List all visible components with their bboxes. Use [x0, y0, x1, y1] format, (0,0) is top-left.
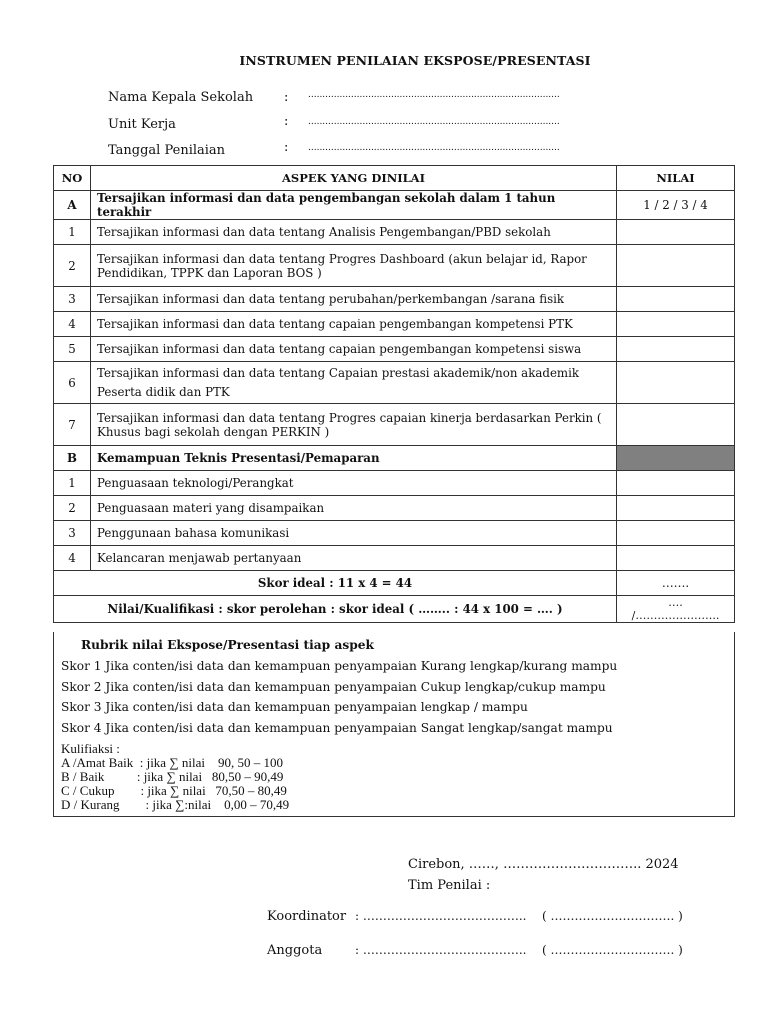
nilai-kualifikasi-row	[54, 596, 735, 623]
section-a-row	[54, 191, 735, 220]
kualifikasi-b: B / Baik : jika ∑ nilai 80,50 – 90,49	[61, 769, 284, 784]
score-cell[interactable]	[617, 245, 735, 287]
kualifikasi-title: Kulifiaksi :	[61, 741, 120, 756]
row-text: Tersajikan informasi dan data tentang Analisis Pengembangan/PBD sekolah	[91, 220, 617, 245]
table-row	[54, 220, 735, 245]
table-row	[54, 496, 735, 521]
header-field-tanggal	[108, 140, 560, 161]
row-no: 6	[54, 362, 91, 404]
row-text: Tersajikan informasi dan data tentang capaian pengembangan kompetensi PTK	[91, 312, 617, 337]
header-aspek: ASPEK YANG DINILAI	[91, 166, 617, 191]
field-label: Tanggal Penilaian	[108, 143, 226, 158]
section-no: B	[54, 446, 91, 471]
header-nilai: NILAI	[617, 166, 735, 191]
row-text: Penguasaan teknologi/Perangkat	[91, 471, 617, 496]
score-cell[interactable]	[617, 546, 735, 571]
koordinator-name[interactable]: ( …………………………. )	[542, 909, 683, 923]
row-text: Penguasaan materi yang disampaikan	[91, 496, 617, 521]
rubric-title: Rubrik nilai Ekspose/Presentasi tiap aspek	[81, 638, 374, 652]
header-field-kepala-sekolah	[108, 90, 560, 108]
field-label: Unit Kerja	[108, 117, 176, 132]
score-cell[interactable]	[617, 404, 735, 446]
table-row	[54, 521, 735, 546]
row-no: 3	[54, 287, 91, 312]
anggota-label: Anggota	[267, 943, 323, 958]
table-row	[54, 546, 735, 571]
row-no: 7	[54, 404, 91, 446]
anggota-name[interactable]: ( …………………………. )	[542, 943, 683, 957]
score-cell[interactable]	[617, 312, 735, 337]
score-cell[interactable]	[617, 471, 735, 496]
field-colon: :	[284, 140, 289, 155]
field-colon: :	[284, 114, 289, 129]
kualifikasi-d: D / Kurang : jika ∑:nilai 0,00 – 70,49	[61, 797, 290, 812]
score-scale: 1 / 2 / 3 / 4	[617, 191, 735, 220]
score-cell[interactable]	[617, 337, 735, 362]
score-cell[interactable]	[617, 220, 735, 245]
rubric-box	[53, 632, 735, 817]
team-label: Tim Penilai :	[408, 878, 491, 893]
table-row	[54, 471, 735, 496]
table-row	[54, 312, 735, 337]
row-text: Tersajikan informasi dan data tentang Progres Dashboard (akun belajar id, Rapor Pendidikan, TPPK dan Laporan BOS )	[91, 245, 617, 287]
row-text: Penggunaan bahasa komunikasi	[91, 521, 617, 546]
row-text: Tersajikan informasi dan data tentang Capaian prestasi akademik/non akademik Peserta didik dan PTK	[91, 362, 617, 404]
shaded-cell	[617, 446, 735, 471]
table-row	[54, 337, 735, 362]
section-no: A	[54, 191, 91, 220]
rubric-skor-3: Skor 3 Jika conten/isi data dan kemampuan penyampaian lengkap / mampu	[61, 700, 528, 714]
row-no: 1	[54, 471, 91, 496]
field-value: ........................................................................................	[308, 117, 560, 127]
rubric-skor-1: Skor 1 Jika conten/isi data dan kemampuan penyampaian Kurang lengkap/kurang mampu	[61, 659, 618, 673]
koordinator-field[interactable]: : …………………………………..	[355, 909, 527, 923]
koordinator-label: Koordinator	[267, 909, 347, 924]
assessment-table	[53, 165, 735, 623]
skor-ideal-value[interactable]: …….	[617, 571, 735, 596]
section-title: Kemampuan Teknis Presentasi/Pemaparan	[91, 446, 617, 471]
row-no: 4	[54, 312, 91, 337]
row-text: Tersajikan informasi dan data tentang Progres capaian kinerja berdasarkan Perkin ( Khusus bagi sekolah dengan PERKIN )	[91, 404, 617, 446]
rubric-skor-4: Skor 4 Jika conten/isi data dan kemampuan penyampaian Sangat lengkap/sangat mampu	[61, 721, 613, 735]
section-title: Tersajikan informasi dan data pengembangan sekolah dalam 1 tahun terakhir	[91, 191, 617, 220]
score-cell[interactable]	[617, 521, 735, 546]
place-date: Cirebon, ……, ………………………….. 2024	[408, 857, 679, 872]
skor-ideal-row	[54, 571, 735, 596]
score-cell[interactable]	[617, 287, 735, 312]
header-field-unit-kerja	[108, 114, 560, 135]
row-no: 2	[54, 245, 91, 287]
row-text: Kelancaran menjawab pertanyaan	[91, 546, 617, 571]
skor-ideal-label: Skor ideal : 11 x 4 = 44	[54, 571, 617, 596]
nilai-kualifikasi-value[interactable]: …. /…………………..	[617, 596, 735, 623]
row-text: Tersajikan informasi dan data tentang perubahan/perkembangan /sarana fisik	[91, 287, 617, 312]
section-b-row	[54, 446, 735, 471]
table-row	[54, 404, 735, 446]
kualifikasi-c: C / Cukup : jika ∑ nilai 70,50 – 80,49	[61, 783, 287, 798]
rubric-skor-2: Skor 2 Jika conten/isi data dan kemampuan penyampaian Cukup lengkap/cukup mampu	[61, 680, 606, 694]
table-row	[54, 362, 735, 404]
row-no: 1	[54, 220, 91, 245]
score-cell[interactable]	[617, 496, 735, 521]
row-no: 5	[54, 337, 91, 362]
table-row	[54, 245, 735, 287]
row-no: 3	[54, 521, 91, 546]
header-no: NO	[54, 166, 91, 191]
table-row	[54, 287, 735, 312]
kualifikasi-list	[61, 742, 289, 812]
row-no: 4	[54, 546, 91, 571]
row-no: 2	[54, 496, 91, 521]
nilai-kualifikasi-label: Nilai/Kualifikasi : skor perolehan : skor ideal ( …….. : 44 x 100 = …. )	[54, 596, 617, 623]
field-value: ........................................................................................	[308, 143, 560, 153]
row-text: Tersajikan informasi dan data tentang capaian pengembangan kompetensi siswa	[91, 337, 617, 362]
field-label: Nama Kepala Sekolah	[108, 90, 254, 105]
field-value: ........................................................................................	[308, 90, 560, 100]
document-title: INSTRUMEN PENILAIAN EKSPOSE/PRESENTASI	[239, 53, 591, 68]
kualifikasi-a: A /Amat Baik : jika ∑ nilai 90, 50 – 100	[61, 755, 283, 770]
anggota-field[interactable]: : …………………………………..	[355, 943, 527, 957]
field-colon: :	[284, 90, 289, 105]
score-cell[interactable]	[617, 362, 735, 404]
table-header-row	[54, 166, 735, 191]
